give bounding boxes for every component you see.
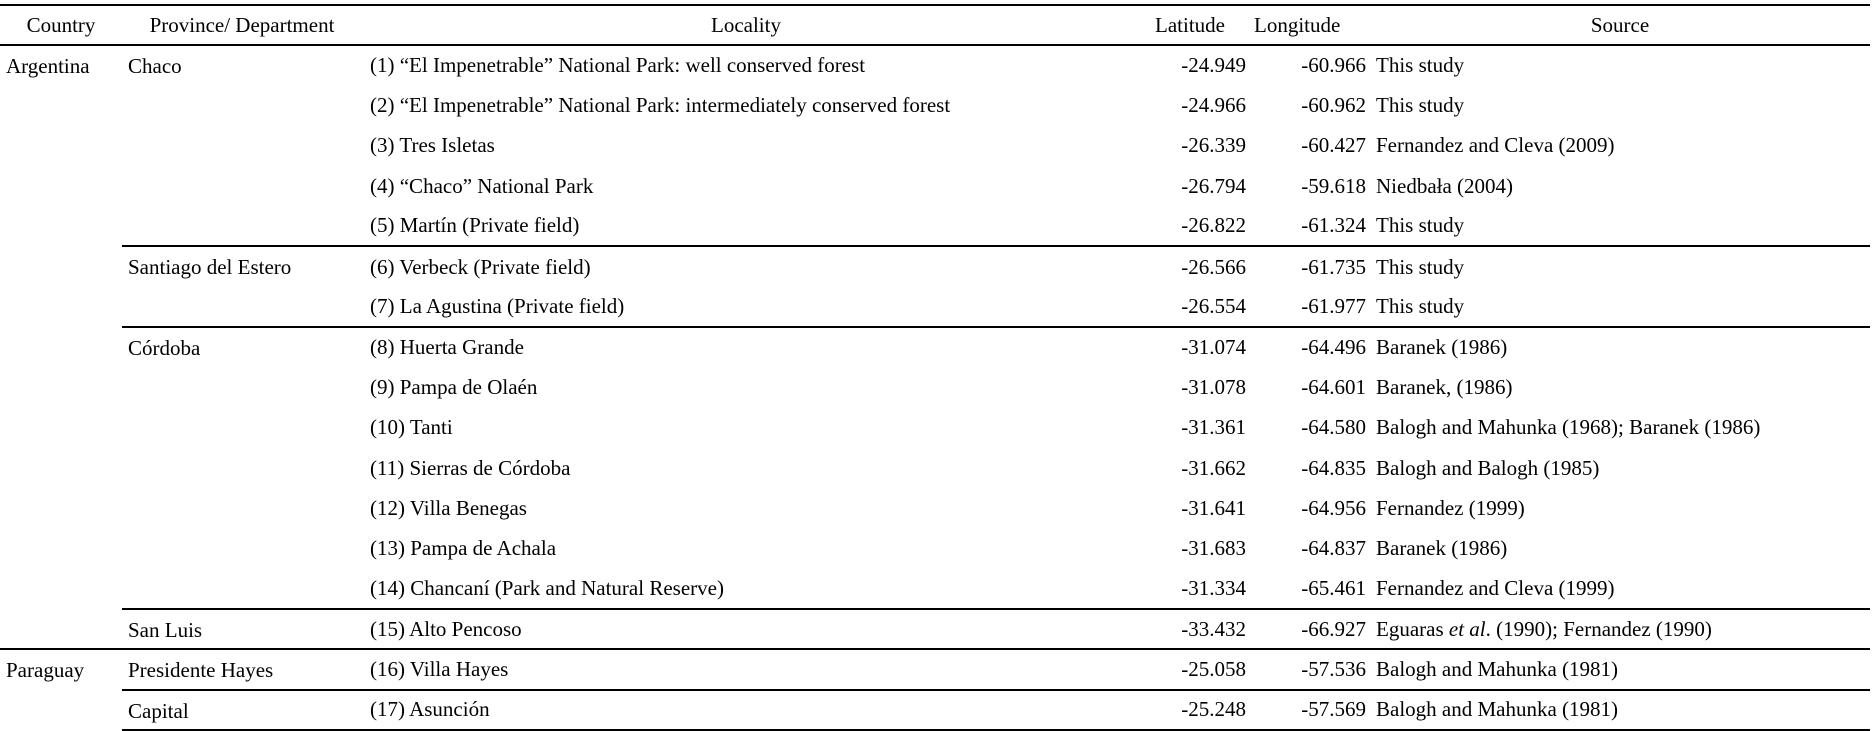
source-cell: This study — [1376, 213, 1465, 238]
header-country: Country — [0, 5, 122, 45]
header-locality: Locality — [362, 5, 1130, 45]
latitude-cell: -24.966 — [1181, 92, 1246, 117]
longitude-cell: -64.956 — [1301, 495, 1366, 520]
locality-cell: (8) Huerta Grande — [362, 327, 1130, 367]
header-source: Source — [1370, 5, 1870, 45]
source-cell: Baranek, (1986) — [1376, 375, 1513, 400]
longitude-cell: -57.569 — [1250, 690, 1370, 730]
longitude-cell: -65.461 — [1301, 576, 1366, 600]
source-cell: Balogh and Mahunka (1981) — [1370, 649, 1870, 689]
source-cell: Balogh and Mahunka (1981) — [1370, 690, 1870, 730]
province-cell-presidente-hayes: Presidente Hayes — [122, 649, 362, 689]
latitude-cell: -31.641 — [1181, 495, 1246, 520]
source-cell: Fernandez and Cleva (2009) — [1376, 133, 1615, 158]
latitude-cell: -26.554 — [1181, 293, 1246, 318]
longitude-cell: -61.324 — [1301, 213, 1366, 238]
latitude-cell: -24.949 — [1181, 53, 1246, 78]
source-cell: This study — [1376, 53, 1465, 78]
source-cell: This study — [1376, 293, 1465, 318]
source-text-pre: Eguaras — [1376, 616, 1449, 641]
source-cell: Balogh and Mahunka (1968); Baranek (1986) — [1376, 415, 1761, 440]
longitude-cell: -59.618 — [1301, 173, 1366, 198]
locality-cell: (5) Martín (Private field) — [370, 213, 580, 238]
longitude-cell: -64.580 — [1301, 415, 1366, 440]
locality-cell: (13) Pampa de Achala — [370, 536, 557, 561]
locality-cell: (9) Pampa de Olaén — [370, 375, 538, 400]
province-cell-chaco: Chaco — [128, 54, 182, 78]
header-latitude: Latitude — [1130, 5, 1250, 45]
province-cell-santiago: Santiago del Estero — [122, 246, 362, 327]
table-row — [0, 327, 1870, 367]
latitude-cell: -33.432 — [1130, 609, 1250, 649]
locality-cell: (2) “El Impenetrable” National Park: intermediately conserved forest — [370, 92, 951, 117]
locality-cell: (11) Sierras de Córdoba — [370, 455, 571, 480]
province-cell-sanluis: San Luis — [122, 609, 362, 649]
header-longitude: Longitude — [1250, 5, 1370, 45]
longitude-cell: -66.927 — [1250, 609, 1370, 649]
source-cell: Balogh and Balogh (1985) — [1376, 455, 1600, 480]
locality-cell: (7) La Agustina (Private field) — [370, 293, 625, 318]
source-cell: Niedbała (2004) — [1376, 173, 1514, 198]
latitude-cell: -31.078 — [1181, 375, 1246, 400]
country-cell-argentina: Argentina — [6, 54, 90, 78]
latitude-cell: -31.074 — [1130, 327, 1250, 367]
table-body — [0, 45, 1870, 730]
latitude-cell: -25.248 — [1130, 690, 1250, 730]
table-row — [0, 45, 1870, 85]
province-cell-cordoba: Córdoba — [122, 327, 362, 609]
source-cell: Baranek (1986) — [1376, 536, 1508, 561]
longitude-cell: -57.536 — [1250, 649, 1370, 689]
source-text-italic: et al — [1448, 616, 1486, 641]
header-row — [0, 5, 1870, 45]
locality-cell: (6) Verbeck (Private field) — [362, 246, 1130, 286]
locality-cell: (3) Tres Isletas — [370, 133, 495, 158]
locality-cell: (4) “Chaco” National Park — [370, 173, 594, 198]
latitude-cell: -26.339 — [1181, 133, 1246, 158]
locality-cell: (16) Villa Hayes — [362, 649, 1130, 689]
latitude-cell: -25.058 — [1130, 649, 1250, 689]
table-row — [0, 609, 1870, 649]
locality-cell: (15) Alto Pencoso — [362, 609, 1130, 649]
province-cell-capital: Capital — [122, 690, 362, 730]
source-cell: Baranek (1986) — [1370, 327, 1870, 367]
locality-cell: (10) Tanti — [370, 415, 453, 440]
source-cell: This study — [1376, 92, 1465, 117]
longitude-cell: -60.427 — [1301, 133, 1366, 158]
longitude-cell: -60.966 — [1301, 53, 1366, 78]
latitude-cell: -31.361 — [1181, 415, 1246, 440]
source-cell — [1370, 609, 1870, 649]
country-cell-paraguay: Paraguay — [0, 649, 122, 730]
source-cell: Fernandez (1999) — [1376, 495, 1525, 520]
localities-table — [0, 4, 1870, 731]
longitude-cell: -64.837 — [1301, 536, 1366, 561]
latitude-cell: -26.822 — [1181, 213, 1246, 238]
table-row — [0, 649, 1870, 689]
locality-cell: (17) Asunción — [362, 690, 1130, 730]
latitude-cell: -31.334 — [1181, 576, 1246, 600]
longitude-cell: -64.496 — [1250, 327, 1370, 367]
table-row — [0, 246, 1870, 286]
table-row — [0, 690, 1870, 730]
latitude-cell: -26.794 — [1181, 173, 1246, 198]
locality-cell: (12) Villa Benegas — [370, 495, 527, 520]
longitude-cell: -60.962 — [1301, 92, 1366, 117]
longitude-cell: -61.977 — [1301, 293, 1366, 318]
table-header — [0, 5, 1870, 45]
latitude-cell: -31.662 — [1181, 455, 1246, 480]
latitude-cell: -31.683 — [1181, 536, 1246, 561]
locality-cell: (14) Chancaní (Park and Natural Reserve) — [370, 576, 724, 600]
header-province: Province/ Department — [122, 5, 362, 45]
locality-cell: (1) “El Impenetrable” National Park: well conserved forest — [370, 53, 866, 78]
source-text-post: . (1990); Fernandez (1990) — [1485, 616, 1712, 641]
longitude-cell: -61.735 — [1250, 246, 1370, 286]
source-cell: Fernandez and Cleva (1999) — [1376, 576, 1615, 600]
latitude-cell: -26.566 — [1130, 246, 1250, 286]
source-cell: This study — [1370, 246, 1870, 286]
longitude-cell: -64.835 — [1301, 455, 1366, 480]
longitude-cell: -64.601 — [1301, 375, 1366, 400]
